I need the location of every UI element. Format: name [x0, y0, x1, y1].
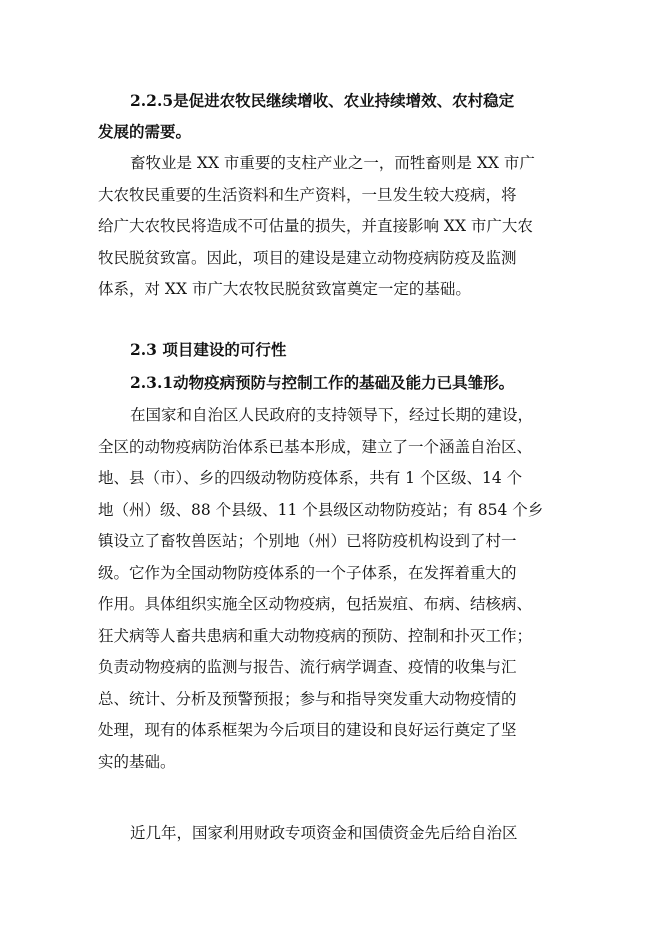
- section-heading-2-2-5-line1: 2.2.5是促进农牧民继续增收、农业持续增效、农村稳定: [130, 91, 515, 110]
- paragraph-epidemic-system: [98, 400, 568, 778]
- paragraph-line: 级。它作为全国动物防疫体系的一个子体系，在发挥着重大的: [98, 563, 517, 582]
- paragraph-recent-years: [98, 818, 568, 850]
- paragraph-line: 给广大农牧民将造成不可估量的损失，并直接影响 XX 市广大农: [98, 217, 533, 235]
- section-2-3-1: [98, 367, 568, 398]
- paragraph-line: 全区的动物疫病防治体系已基本形成，建立了一个涵盖自治区、: [98, 437, 533, 456]
- paragraph-line: 畜牧业是 XX 市重要的支柱产业之一，而牲畜则是 XX 市广: [130, 154, 535, 172]
- paragraph-line: 实的基础。: [98, 752, 176, 771]
- section-heading-2-3-1: 2.3.1动物疫病预防与控制工作的基础及能力已具雏形。: [130, 373, 515, 392]
- paragraph-line: 地（州）级、88 个县级、11 个县级区动物防疫站；有 854 个乡: [98, 500, 544, 519]
- paragraph-line: 大农牧民重要的生活资料和生产资料，一旦发生较大疫病，将: [98, 185, 517, 204]
- paragraph-line: 体系，对 XX 市广大农牧民脱贫致富奠定一定的基础。: [98, 280, 471, 298]
- paragraph-line: 处理，现有的体系框架为今后项目的建设和良好运行奠定了坚: [98, 721, 517, 739]
- section-2-3: [98, 334, 568, 365]
- paragraph-line: 狂犬病等人畜共患病和重大动物疫病的预防、控制和扑灭工作；: [98, 626, 533, 645]
- paragraph-line: 近几年，国家利用财政专项资金和国债资金先后给自治区: [130, 824, 518, 842]
- section-heading-2-2-5-line2: 发展的需要。: [98, 122, 192, 141]
- paragraph-line: 作用。具体组织实施全区动物疫病，包括炭疽、布病、结核病、: [98, 595, 533, 613]
- paragraph-line: 总、统计、分析及预警预报；参与和指导突发重大动物疫情的: [98, 689, 517, 708]
- paragraph-livestock: [98, 148, 568, 306]
- paragraph-line: 在国家和自治区人民政府的支持领导下，经过长期的建设，: [130, 406, 534, 424]
- section-2-2-5: [98, 85, 568, 147]
- paragraph-line: 牧民脱贫致富。因此，项目的建设是建立动物疫病防疫及监测: [98, 248, 517, 267]
- paragraph-line: 地、县（市）、乡的四级动物防疫体系，共有 1 个区级、14 个: [98, 469, 523, 487]
- paragraph-line: 镇设立了畜牧兽医站；个别地（州）已将防疫机构设到了村一: [98, 532, 517, 550]
- paragraph-line: 负责动物疫病的监测与报告、流行病学调查、疫情的收集与汇: [98, 658, 517, 676]
- section-heading-2-3: 2.3 项目建设的可行性: [130, 340, 287, 359]
